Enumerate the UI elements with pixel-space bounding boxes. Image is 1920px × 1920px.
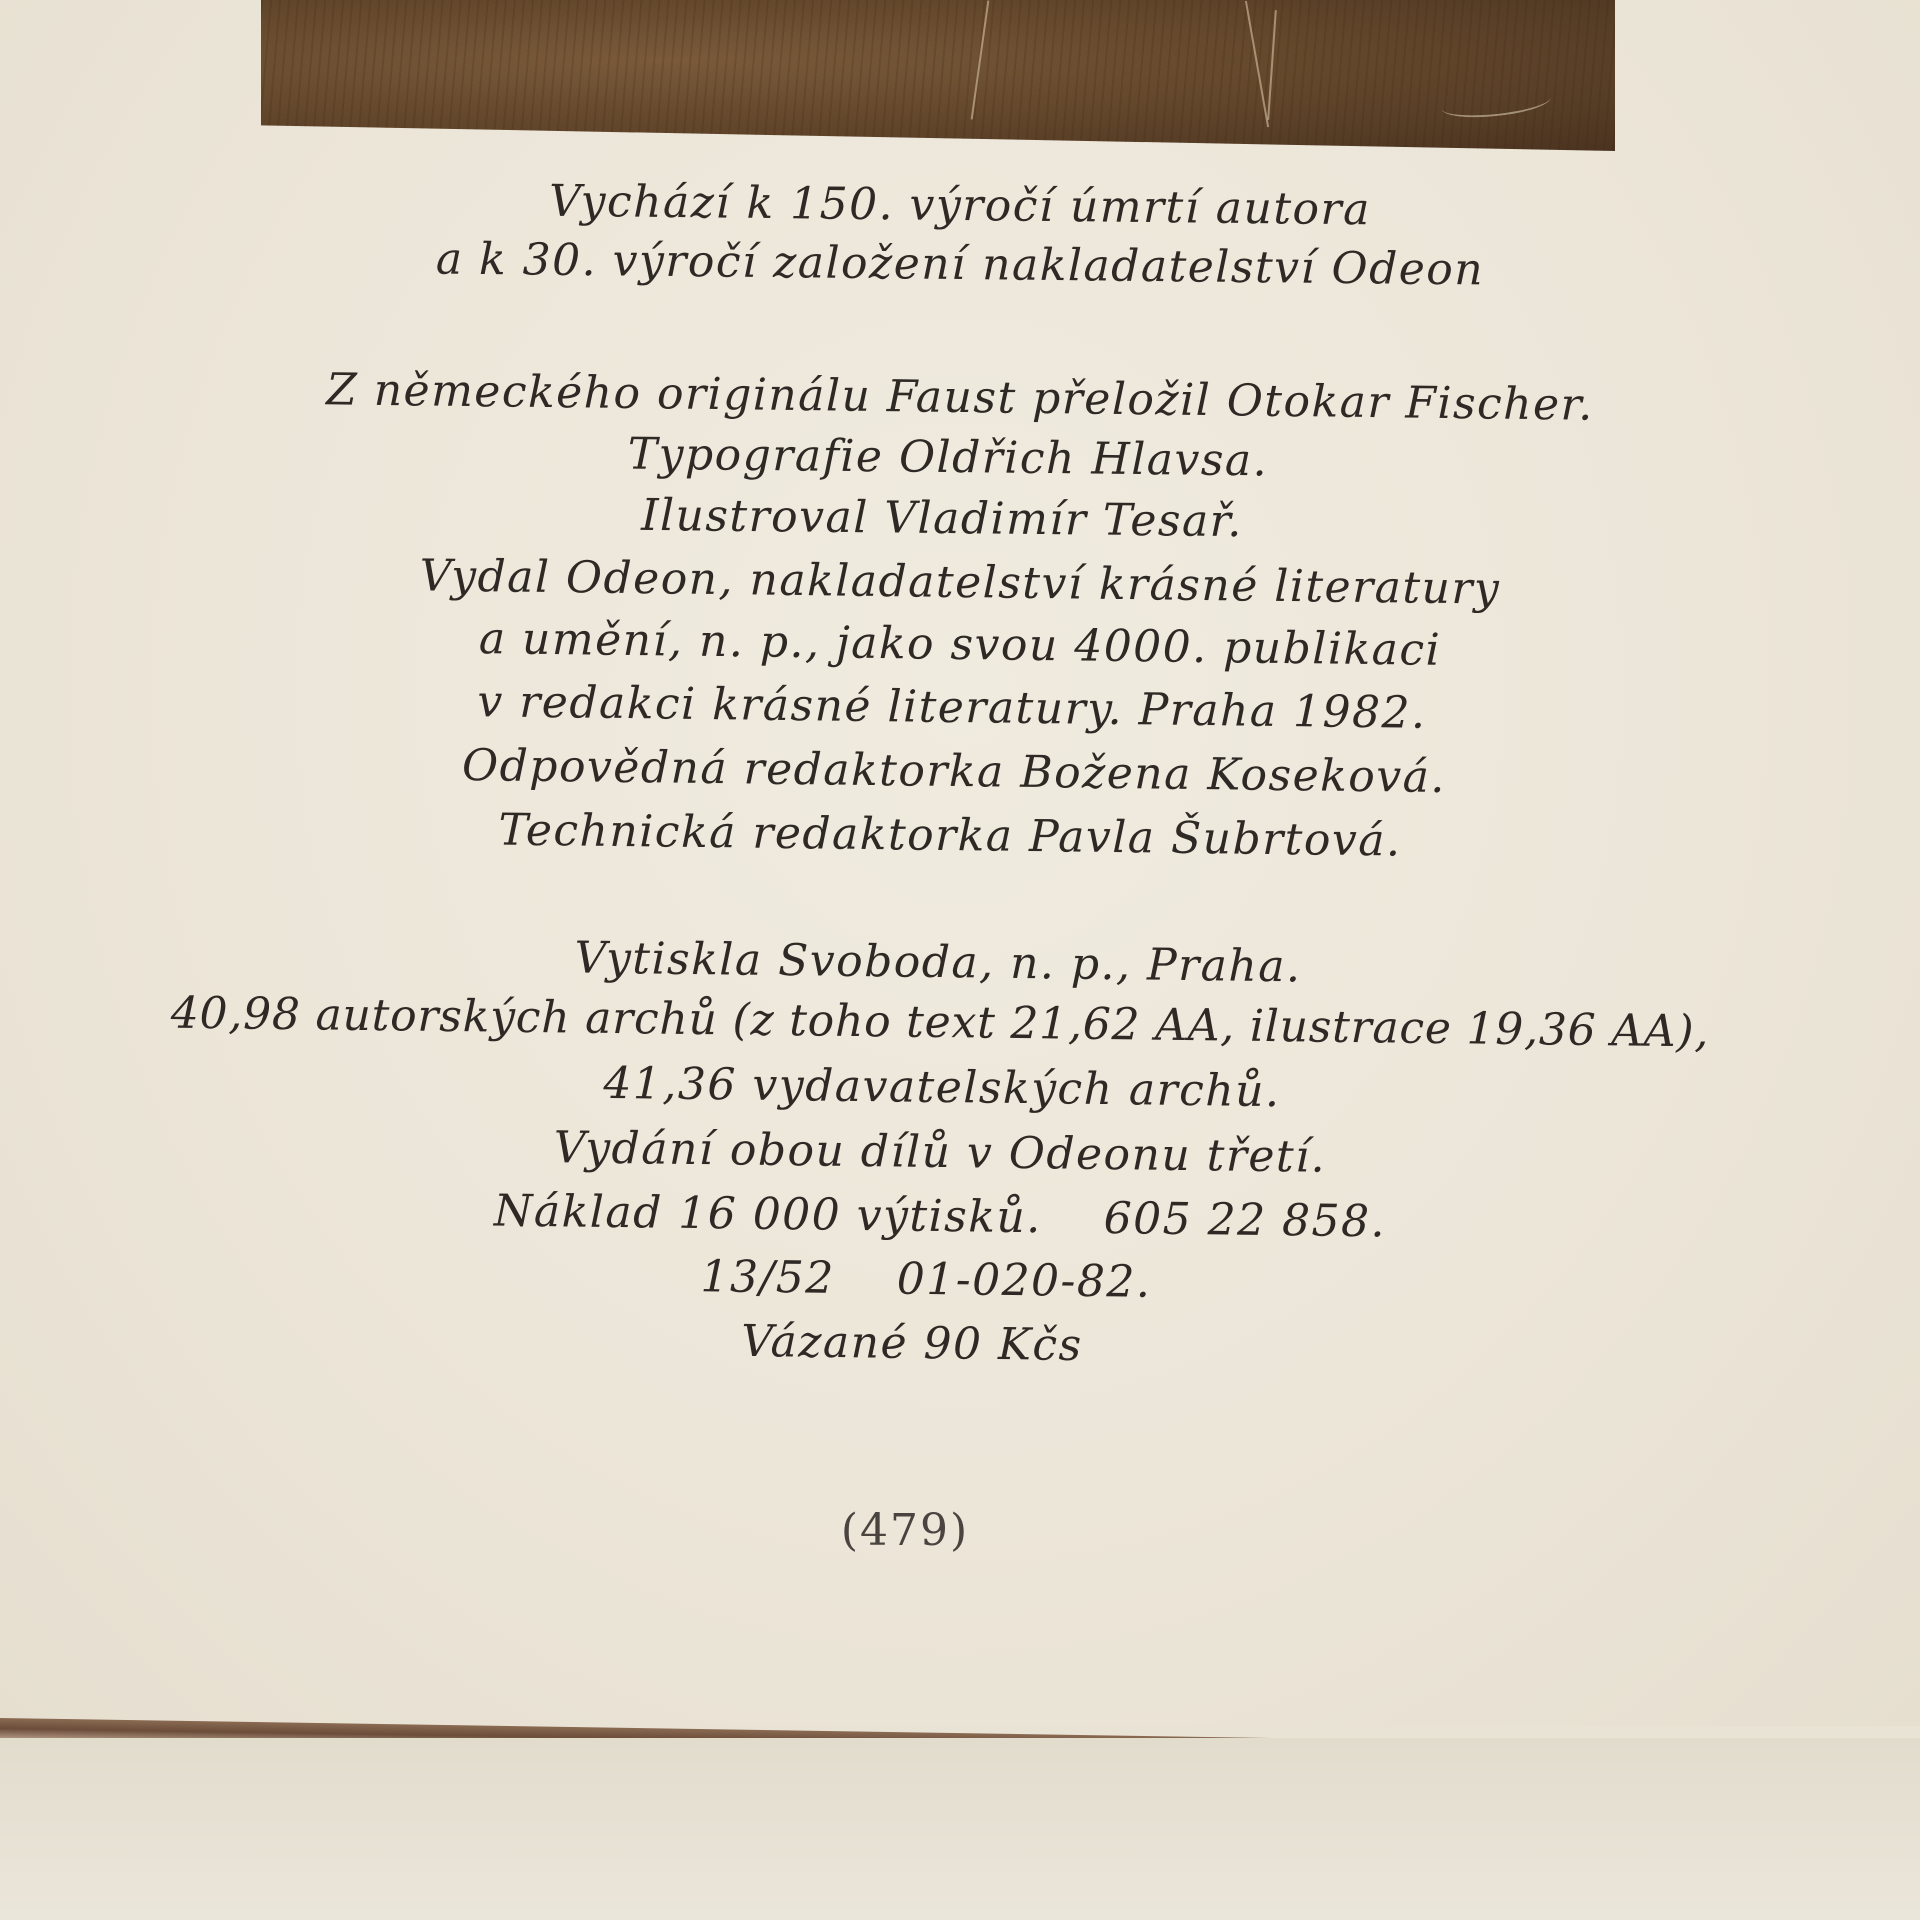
book-illustration bbox=[261, 0, 1615, 151]
artist-signature bbox=[1440, 84, 1552, 121]
credits-line-6: v redakci krásné literatury. Praha 1982. bbox=[477, 676, 1427, 739]
credits-line-4: Vydal Odeon, nakladatelství krásné literatury bbox=[419, 550, 1501, 615]
printing-line-2: 40,98 autorských archů (z toho text 21,62 AA, ilustrace 19,36 AA), bbox=[170, 987, 1710, 1058]
printing-line-4: Vydání obou dílů v Odeonu třetí. bbox=[553, 1122, 1327, 1183]
printing-line-3: 41,36 vydavatelských archů. bbox=[603, 1057, 1281, 1118]
credits-line-1: Z německého originálu Faust přeložil Otokar Fischer. bbox=[325, 364, 1595, 431]
credits-line-8: Technická redaktorka Pavla Šubrtová. bbox=[498, 804, 1402, 867]
dedication-line-2: a k 30. výročí založení nakladatelství Odeon bbox=[435, 233, 1485, 296]
credits-line-7: Odpovědná redaktorka Božena Koseková. bbox=[461, 739, 1447, 804]
illustration-stroke bbox=[1245, 1, 1269, 127]
illustration-stroke bbox=[971, 0, 990, 119]
backing-surface bbox=[0, 1738, 1920, 1920]
credits-line-2: Typografie Oldřich Hlavsa. bbox=[627, 428, 1269, 487]
credits-line-3: Ilustroval Vladimír Tesař. bbox=[640, 489, 1244, 548]
printing-line-5: Náklad 16 000 výtisků. 605 22 858. bbox=[493, 1185, 1387, 1248]
printing-line-6: 13/52 01-020-82. bbox=[700, 1251, 1152, 1308]
illustration-stroke bbox=[1267, 10, 1277, 120]
page-number: (479) bbox=[840, 1505, 970, 1556]
credits-line-5: a umění, n. p., jako svou 4000. publikaci bbox=[478, 613, 1442, 676]
dedication-line-1: Vychází k 150. výročí úmrtí autora bbox=[548, 175, 1372, 236]
printing-line-7: Vázané 90 Kčs bbox=[741, 1315, 1083, 1372]
printing-line-1: Vytiskla Svoboda, n. p., Praha. bbox=[574, 932, 1302, 993]
